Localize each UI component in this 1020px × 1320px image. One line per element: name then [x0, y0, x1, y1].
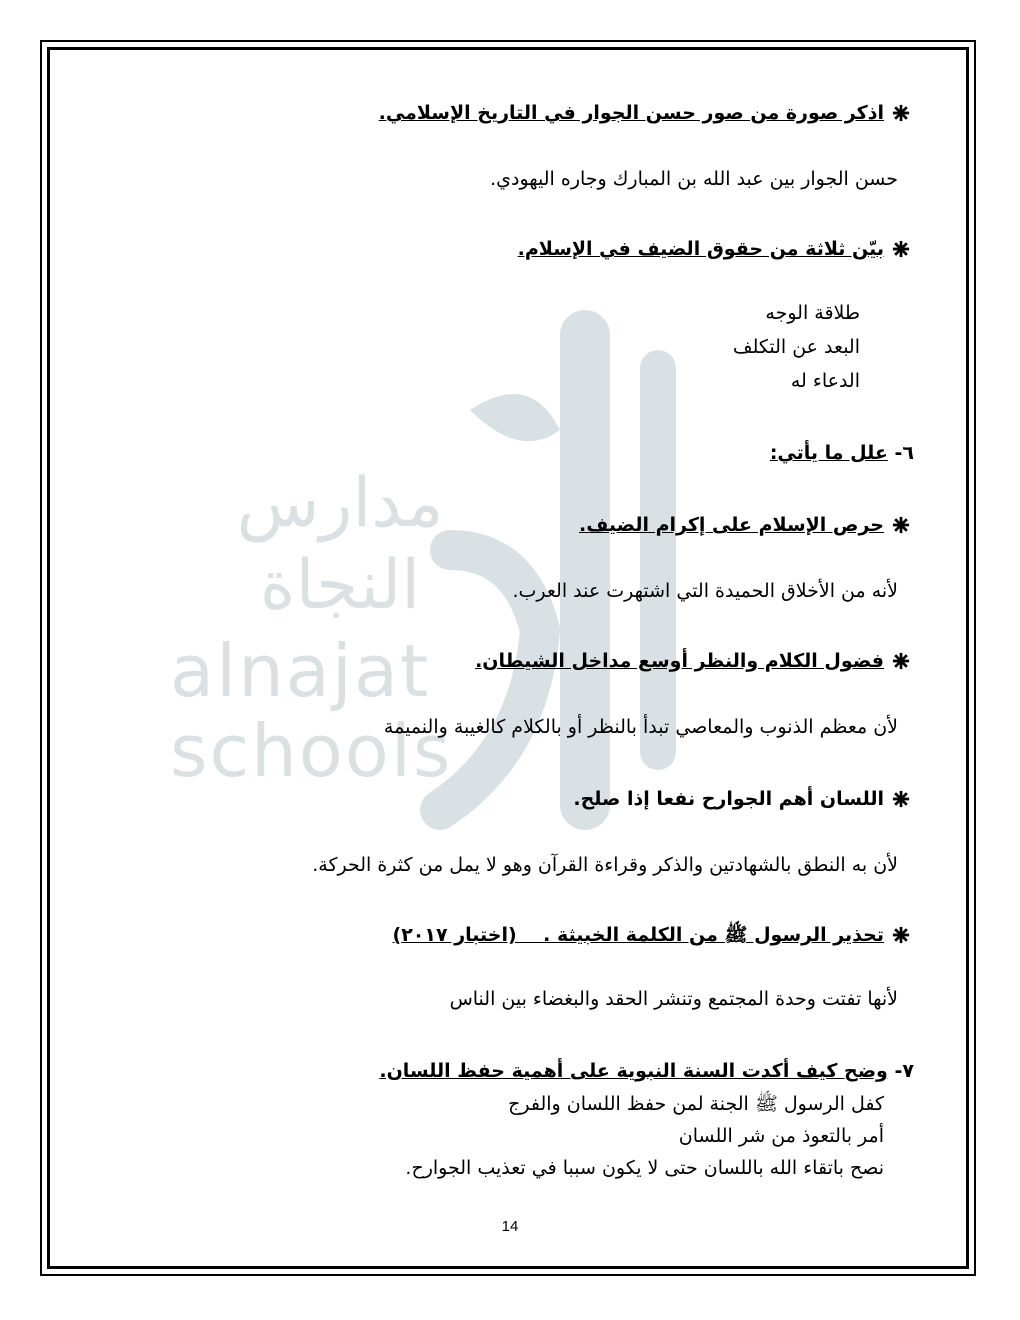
asterisk-bullet-icon: [892, 652, 910, 670]
asterisk-bullet-icon: [892, 240, 910, 258]
question-text: اللسان أهم الجوارح نفعا إذا صلح.: [573, 788, 884, 810]
watermark-latin-2: schools: [170, 709, 453, 793]
list-item: أمر بالتعوذ من شر اللسان: [678, 1125, 884, 1147]
answer-1: حسن الجوار بين عبد الله بن المبارك وجاره اليهودي.: [490, 168, 898, 190]
question-text: تحذير الرسول ﷺ من الكلمة الخبيثة . (اختبار ٢٠١٧): [392, 924, 884, 946]
asterisk-bullet-icon: [892, 516, 910, 534]
question-2: [518, 236, 910, 262]
question-4: [475, 648, 910, 674]
question-3: [579, 512, 910, 538]
list-item: كفل الرسول ﷺ الجنة لمن حفظ اللسان والفرج: [508, 1093, 884, 1115]
list-item: طلاقة الوجه: [765, 302, 860, 324]
asterisk-bullet-icon: [892, 790, 910, 808]
section-title: وضح كيف أكدت السنة النبوية على أهمية حفظ اللسان.: [379, 1060, 888, 1082]
question-6: [393, 922, 911, 948]
watermark-arabic-2: النجاة: [259, 546, 421, 625]
answer-6: لأنها تفتت وحدة المجتمع وتنشر الحقد والبغضاء بين الناس: [449, 988, 898, 1010]
section-number: ٧-: [894, 1060, 914, 1082]
answer-5: لأن به النطق بالشهادتين والذكر وقراءة القرآن وهو لا يمل من كثرة الحركة.: [312, 854, 898, 876]
question-text: بيّن ثلاثة من حقوق الضيف في الإسلام.: [517, 238, 884, 260]
question-1: [379, 100, 910, 126]
asterisk-bullet-icon: [892, 926, 910, 944]
watermark-arabic-1: مدارس: [236, 464, 444, 543]
list-item: الدعاء له: [790, 370, 860, 392]
section-title: علل ما يأتي:: [769, 442, 888, 464]
page-number: 14: [501, 1218, 519, 1235]
question-text: حرص الإسلام على إكرام الضيف.: [579, 514, 884, 536]
question-text: فضول الكلام والنظر أوسع مداخل الشيطان.: [475, 650, 884, 672]
watermark-latin-1: alnajat: [170, 629, 431, 713]
guest-rights-list: [733, 296, 860, 398]
list-item: نصح باتقاء الله باللسان حتى لا يكون سببا في تعذيب الجوارح.: [405, 1157, 884, 1179]
section-heading-6: [770, 440, 914, 466]
section-number: ٦-: [894, 442, 914, 464]
question-text: اذكر صورة من صور حسن الجوار في التاريخ الإسلامي.: [378, 102, 884, 124]
list-item: البعد عن التكلف: [732, 336, 860, 358]
answer-3: لأنه من الأخلاق الحميدة التي اشتهرت عند العرب.: [512, 580, 898, 602]
tongue-hadith-list: [405, 1088, 884, 1184]
answer-4: لأن معظم الذنوب والمعاصي تبدأ بالنظر أو بالكلام كالغيبة والنميمة: [383, 716, 898, 738]
section-heading-7: [379, 1058, 914, 1084]
asterisk-bullet-icon: [892, 104, 910, 122]
question-5: [573, 786, 910, 812]
